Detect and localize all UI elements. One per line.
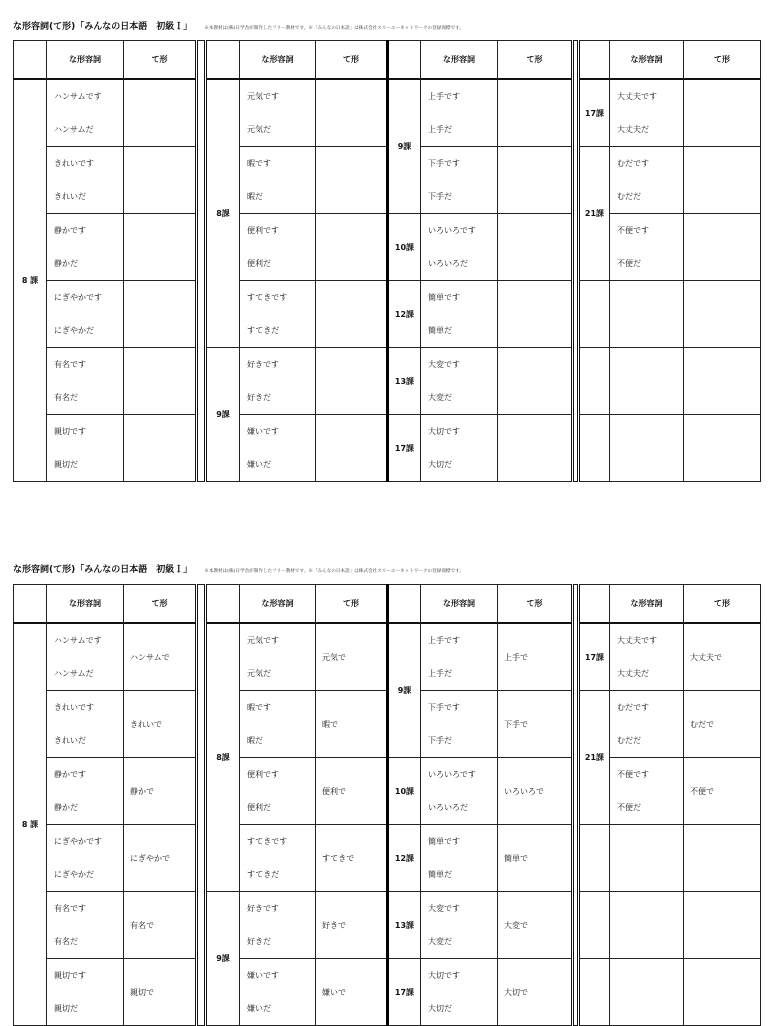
desu-form: 便利です	[247, 225, 279, 235]
da-form: 元気だ	[247, 668, 271, 678]
da-form: 下手だ	[428, 191, 452, 201]
adjective-cell	[421, 691, 498, 758]
desu-form: ハンサムです	[54, 91, 102, 101]
adjective-cell	[421, 281, 498, 348]
da-form: 暇だ	[247, 735, 263, 745]
lesson-label: 12課	[388, 825, 421, 892]
lesson-label: 17課	[579, 623, 610, 691]
adjective-cell	[47, 691, 124, 758]
desu-form: 上手です	[428, 635, 460, 645]
adjective-cell	[421, 959, 498, 1026]
conjugation-table-answers	[13, 584, 761, 1026]
adjective-cell	[421, 892, 498, 959]
desu-form: にぎやかです	[54, 292, 102, 302]
te-form-answer: 大切で	[498, 959, 573, 1026]
adjective-cell	[610, 415, 684, 482]
te-form-answer	[684, 281, 761, 348]
lesson-label	[579, 825, 610, 892]
adjective-cell	[47, 348, 124, 415]
lesson-label	[579, 892, 610, 959]
column-divider	[197, 41, 206, 482]
da-form: 有名だ	[54, 936, 78, 946]
header-lesson-3	[388, 41, 421, 80]
te-form-answer: いろいろで	[498, 758, 573, 825]
desu-form: 親切です	[54, 970, 86, 980]
adjective-cell	[240, 281, 316, 348]
header-adjective-1: な形容詞	[47, 585, 124, 624]
te-form-answer: 有名で	[124, 892, 197, 959]
desu-form: きれいです	[54, 702, 94, 712]
lesson-label: 9課	[206, 892, 240, 1026]
da-form: いろいろだ	[428, 258, 468, 268]
desu-form: むだです	[617, 702, 649, 712]
adjective-cell	[240, 415, 316, 482]
da-form: 大変だ	[428, 392, 452, 402]
da-form: 好きだ	[247, 392, 271, 402]
desu-form: 不便です	[617, 769, 649, 779]
desu-form: 大切です	[428, 970, 460, 980]
adjective-cell	[47, 79, 124, 147]
header-te-4: て形	[684, 41, 761, 80]
adjective-cell	[47, 147, 124, 214]
adjective-cell	[421, 79, 498, 147]
da-form: にぎやかだ	[54, 325, 94, 335]
desu-form: 嫌いです	[247, 970, 279, 980]
adjective-cell	[240, 892, 316, 959]
desu-form: 上手です	[428, 91, 460, 101]
header-lesson-1	[14, 41, 47, 80]
desu-form: 有名です	[54, 903, 86, 913]
adjective-cell	[47, 281, 124, 348]
worksheet-answers	[13, 584, 750, 1024]
desu-form: 親切です	[54, 426, 86, 436]
da-form: 不便だ	[617, 802, 641, 812]
desu-form: 暇です	[247, 702, 271, 712]
header-adjective-4: な形容詞	[610, 585, 684, 624]
lesson-label: 8 課	[14, 623, 47, 1026]
te-form-answer	[124, 415, 197, 482]
da-form: 便利だ	[247, 802, 271, 812]
adjective-cell	[240, 147, 316, 214]
desu-form: にぎやかです	[54, 836, 102, 846]
da-form: 暇だ	[247, 191, 263, 201]
desu-form: 簡単です	[428, 836, 460, 846]
lesson-label	[579, 348, 610, 415]
header-lesson-4	[579, 585, 610, 624]
te-form-answer	[684, 214, 761, 281]
da-form: 不便だ	[617, 258, 641, 268]
adjective-cell	[240, 79, 316, 147]
da-form: 大切だ	[428, 459, 452, 469]
da-form: 上手だ	[428, 124, 452, 134]
te-form-answer	[316, 348, 388, 415]
desu-form: むだです	[617, 158, 649, 168]
adjective-cell	[610, 623, 684, 691]
te-form-answer	[124, 79, 197, 147]
header-adjective-1: な形容詞	[47, 41, 124, 80]
te-form-answer: すてきで	[316, 825, 388, 892]
da-form: 静かだ	[54, 802, 78, 812]
adjective-cell	[610, 281, 684, 348]
header-lesson-4	[579, 41, 610, 80]
adjective-cell	[47, 415, 124, 482]
da-form: むだだ	[617, 735, 641, 745]
lesson-label: 21課	[579, 147, 610, 281]
te-form-answer: 暇で	[316, 691, 388, 758]
header-te-2: て形	[316, 41, 388, 80]
da-form: 大丈夫だ	[617, 668, 649, 678]
adjective-cell	[240, 825, 316, 892]
te-form-answer	[498, 348, 573, 415]
da-form: 有名だ	[54, 392, 78, 402]
desu-form: すてきです	[247, 292, 288, 302]
desu-form: 大丈夫です	[617, 635, 657, 645]
desu-form: 嫌いです	[247, 426, 279, 436]
te-form-answer	[684, 959, 761, 1026]
desu-form: ハンサムです	[54, 635, 102, 645]
te-form-answer	[684, 348, 761, 415]
da-form: むだだ	[617, 191, 641, 201]
desu-form: 下手です	[428, 158, 460, 168]
desu-form: 暇です	[247, 158, 271, 168]
adjective-cell	[610, 691, 684, 758]
desu-form: 便利です	[247, 769, 279, 779]
lesson-label: 21課	[579, 691, 610, 825]
textbook-name: 「みんなの日本語 初級Ｉ」	[75, 565, 193, 575]
conjugation-table-blank	[13, 40, 761, 482]
sheet-header-answers	[13, 559, 464, 575]
header-te-1: て形	[124, 41, 197, 80]
te-form-answer: 上手で	[498, 623, 573, 691]
te-form-answer: 簡単で	[498, 825, 573, 892]
te-form-answer: 大丈夫で	[684, 623, 761, 691]
te-form-answer: 下手で	[498, 691, 573, 758]
te-form-answer	[684, 825, 761, 892]
lesson-label: 10課	[388, 214, 421, 281]
desu-form: 下手です	[428, 702, 460, 712]
te-form-answer: むだで	[684, 691, 761, 758]
adjective-cell	[47, 892, 124, 959]
te-form-answer	[684, 79, 761, 147]
desu-form: きれいです	[54, 158, 94, 168]
te-form-answer	[124, 214, 197, 281]
te-form-answer: 不便で	[684, 758, 761, 825]
da-form: 嫌いだ	[247, 1003, 271, 1013]
adjective-cell	[610, 147, 684, 214]
worksheet-title: な形容詞(て形)	[13, 22, 76, 32]
adjective-cell	[240, 214, 316, 281]
desu-form: 静かです	[54, 225, 86, 235]
lesson-label: 17課	[388, 959, 421, 1026]
da-form: 簡単だ	[428, 869, 452, 879]
adjective-cell	[610, 959, 684, 1026]
adjective-cell	[240, 623, 316, 691]
te-form-answer	[316, 214, 388, 281]
te-form-answer: きれいで	[124, 691, 197, 758]
te-form-answer	[684, 892, 761, 959]
te-form-answer	[124, 348, 197, 415]
header-te-4: て形	[684, 585, 761, 624]
header-adjective-3: な形容詞	[421, 41, 498, 80]
da-form: 嫌いだ	[247, 459, 271, 469]
lesson-label: 13課	[388, 892, 421, 959]
adjective-cell	[421, 147, 498, 214]
adjective-cell	[421, 348, 498, 415]
te-form-answer	[498, 79, 573, 147]
da-form: 大丈夫だ	[617, 124, 649, 134]
copyright-note: ※本教材は(株)日学舎が制作したフリー教材です。※「みんなの日本語」は株式会社スリーエーネットワークの登録商標です。	[204, 569, 464, 574]
desu-form: 元気です	[247, 635, 279, 645]
te-form-answer: 嫌いで	[316, 959, 388, 1026]
adjective-cell	[610, 758, 684, 825]
header-te-3: て形	[498, 585, 573, 624]
sheet-header-blank	[13, 16, 464, 32]
column-divider	[197, 585, 206, 1026]
da-form: 大変だ	[428, 936, 452, 946]
da-form: 簡単だ	[428, 325, 452, 335]
desu-form: 好きです	[247, 359, 279, 369]
adjective-cell	[421, 623, 498, 691]
lesson-label	[579, 959, 610, 1026]
worksheet-blank	[13, 40, 750, 482]
da-form: すてきだ	[247, 869, 280, 879]
adjective-cell	[47, 623, 124, 691]
adjective-cell	[47, 825, 124, 892]
desu-form: いろいろです	[428, 769, 476, 779]
te-form-answer: にぎやかで	[124, 825, 197, 892]
da-form: きれいだ	[54, 191, 86, 201]
lesson-label: 9課	[388, 623, 421, 758]
adjective-cell	[610, 825, 684, 892]
da-form: 元気だ	[247, 124, 271, 134]
te-form-answer	[316, 147, 388, 214]
adjective-cell	[421, 214, 498, 281]
lesson-label: 12課	[388, 281, 421, 348]
da-form: ハンサムだ	[54, 668, 94, 678]
adjective-cell	[610, 348, 684, 415]
te-form-answer	[124, 147, 197, 214]
te-form-answer	[684, 415, 761, 482]
da-form: 便利だ	[247, 258, 271, 268]
te-form-answer: 静かで	[124, 758, 197, 825]
te-form-answer	[498, 147, 573, 214]
te-form-answer	[316, 415, 388, 482]
te-form-answer	[498, 415, 573, 482]
adjective-cell	[47, 758, 124, 825]
lesson-label	[579, 415, 610, 482]
da-form: 上手だ	[428, 668, 452, 678]
adjective-cell	[47, 959, 124, 1026]
header-adjective-4: な形容詞	[610, 41, 684, 80]
desu-form: すてきです	[247, 836, 288, 846]
te-form-answer: 元気で	[316, 623, 388, 691]
header-lesson-2	[206, 41, 240, 80]
header-adjective-2: な形容詞	[240, 585, 316, 624]
adjective-cell	[421, 825, 498, 892]
da-form: 好きだ	[247, 936, 271, 946]
da-form: いろいろだ	[428, 802, 468, 812]
lesson-label: 17課	[388, 415, 421, 482]
lesson-label: 8 課	[14, 79, 47, 482]
desu-form: 大変です	[428, 903, 460, 913]
da-form: にぎやかだ	[54, 869, 94, 879]
te-form-answer	[316, 79, 388, 147]
lesson-label: 8課	[206, 79, 240, 348]
adjective-cell	[240, 348, 316, 415]
adjective-cell	[240, 758, 316, 825]
adjective-cell	[240, 691, 316, 758]
header-te-3: て形	[498, 41, 573, 80]
worksheet-title: な形容詞(て形)	[13, 565, 76, 575]
te-form-answer: 親切で	[124, 959, 197, 1026]
adjective-cell	[47, 214, 124, 281]
adjective-cell	[610, 892, 684, 959]
lesson-label: 8課	[206, 623, 240, 892]
header-adjective-2: な形容詞	[240, 41, 316, 80]
desu-form: 好きです	[247, 903, 279, 913]
te-form-answer: 便利で	[316, 758, 388, 825]
header-lesson-1	[14, 585, 47, 624]
lesson-label: 10課	[388, 758, 421, 825]
te-form-answer	[498, 281, 573, 348]
lesson-label: 9課	[388, 79, 421, 214]
desu-form: いろいろです	[428, 225, 476, 235]
lesson-label: 13課	[388, 348, 421, 415]
adjective-cell	[421, 415, 498, 482]
header-lesson-3	[388, 585, 421, 624]
textbook-name: 「みんなの日本語 初級Ｉ」	[75, 22, 193, 32]
desu-form: 元気です	[247, 91, 279, 101]
te-form-answer	[316, 281, 388, 348]
copyright-note: ※本教材は(株)日学舎が制作したフリー教材です。※「みんなの日本語」は株式会社スリーエーネットワークの登録商標です。	[204, 26, 464, 31]
adjective-cell	[610, 214, 684, 281]
adjective-cell	[421, 758, 498, 825]
desu-form: 大切です	[428, 426, 460, 436]
desu-form: 大丈夫です	[617, 91, 657, 101]
lesson-label: 17課	[579, 79, 610, 147]
da-form: 親切だ	[54, 1003, 78, 1013]
desu-form: 不便です	[617, 225, 649, 235]
te-form-answer: 大変で	[498, 892, 573, 959]
lesson-label: 9課	[206, 348, 240, 482]
desu-form: 有名です	[54, 359, 86, 369]
da-form: 下手だ	[428, 735, 452, 745]
te-form-answer	[124, 281, 197, 348]
header-adjective-3: な形容詞	[421, 585, 498, 624]
header-te-2: て形	[316, 585, 388, 624]
te-form-answer: ハンサムで	[124, 623, 197, 691]
da-form: 静かだ	[54, 258, 78, 268]
te-form-answer: 好きで	[316, 892, 388, 959]
header-te-1: て形	[124, 585, 197, 624]
adjective-cell	[610, 79, 684, 147]
da-form: 大切だ	[428, 1003, 452, 1013]
da-form: 親切だ	[54, 459, 78, 469]
lesson-label	[579, 281, 610, 348]
adjective-cell	[240, 959, 316, 1026]
da-form: きれいだ	[54, 735, 86, 745]
da-form: ハンサムだ	[54, 124, 94, 134]
te-form-answer	[498, 214, 573, 281]
da-form: すてきだ	[247, 325, 280, 335]
te-form-answer	[684, 147, 761, 214]
desu-form: 静かです	[54, 769, 86, 779]
header-lesson-2	[206, 585, 240, 624]
desu-form: 簡単です	[428, 292, 460, 302]
desu-form: 大変です	[428, 359, 460, 369]
